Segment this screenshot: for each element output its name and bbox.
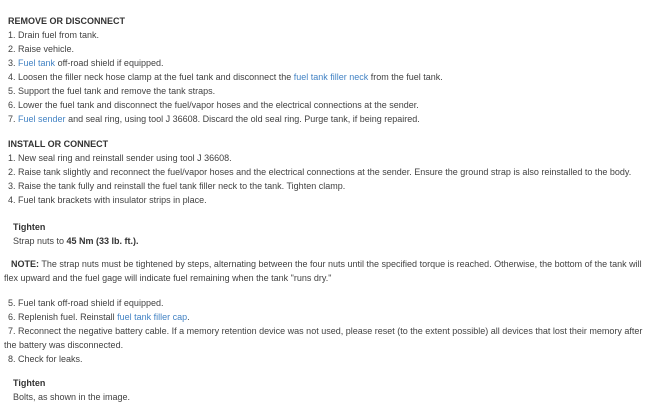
fuel-tank-link[interactable]: Fuel tank — [18, 58, 56, 68]
item-number: 4. — [8, 195, 16, 205]
tighten-label: Tighten — [13, 378, 46, 388]
item-number: 5. — [8, 298, 16, 308]
item-text: Fuel tank brackets with insulator strips in place. — [18, 195, 207, 205]
note-paragraph — [4, 257, 646, 285]
item-text: Drain fuel from tank. — [18, 30, 100, 40]
list-item — [4, 193, 646, 207]
tighten-straps-block — [13, 220, 646, 248]
item-text: New seal ring and reinstall sender using tool J 36608. — [18, 153, 232, 163]
item-number: 2. — [8, 44, 16, 54]
item-text: Raise the tank fully and reinstall the fuel tank filler neck to the tank. Tighten clamp. — [18, 181, 346, 191]
item-number: 3. — [8, 181, 16, 191]
item-text: from the fuel tank. — [368, 72, 443, 82]
list-item — [4, 56, 646, 70]
list-item — [4, 70, 646, 84]
item-text: and seal ring, using tool J 36608. Discard the old seal ring. Purge tank, if being repaired. — [65, 114, 420, 124]
item-text: Check for leaks. — [18, 354, 83, 364]
item-text: Loosen the filler neck hose clamp at the fuel tank and disconnect the — [18, 72, 294, 82]
item-text: Fuel tank off-road shield if equipped. — [18, 298, 164, 308]
item-number: 6. — [8, 100, 16, 110]
fuel-tank-filler-cap-link[interactable]: fuel tank filler cap — [117, 312, 188, 322]
list-item — [4, 151, 646, 165]
item-text: Support the fuel tank and remove the tank straps. — [18, 86, 216, 96]
item-number: 1. — [8, 153, 16, 163]
item-text: Raise tank slightly and reconnect the fuel/vapor hoses and the electrical connections at the sender. Ensure the ground strap is also reinstalled to the body. — [18, 167, 632, 177]
tighten-spec-text: Strap nuts to — [13, 236, 67, 246]
list-item — [4, 310, 646, 324]
list-item — [4, 42, 646, 56]
install-steps-continued — [4, 296, 646, 366]
item-number: 1. — [8, 30, 16, 40]
item-number: 6. — [8, 312, 16, 322]
tighten-bolts-block — [13, 376, 646, 404]
item-text: Replenish fuel. Reinstall — [18, 312, 118, 322]
install-section-heading: INSTALL OR CONNECT — [8, 139, 109, 149]
tighten-spec — [13, 234, 646, 248]
tighten-label: Tighten — [13, 222, 46, 232]
item-number: 8. — [8, 354, 16, 364]
item-text: Raise vehicle. — [18, 44, 75, 54]
item-text: Lower the fuel tank and disconnect the fuel/vapor hoses and the electrical connections at the sender. — [18, 100, 419, 110]
item-number: 3. — [8, 58, 16, 68]
list-item — [4, 98, 646, 112]
item-text: . — [187, 312, 190, 322]
item-number: 4. — [8, 72, 16, 82]
item-number: 2. — [8, 167, 16, 177]
item-number: 7. — [8, 326, 16, 336]
fuel-tank-filler-neck-link[interactable]: fuel tank filler neck — [293, 72, 369, 82]
list-item — [4, 84, 646, 98]
fuel-sender-link[interactable]: Fuel sender — [18, 114, 66, 124]
remove-section-heading: REMOVE OR DISCONNECT — [8, 16, 126, 26]
list-item — [4, 179, 646, 193]
list-item — [4, 296, 646, 310]
list-item — [4, 352, 646, 366]
item-text: off-road shield if equipped. — [55, 58, 164, 68]
note-text: The strap nuts must be tightened by steps, alternating between the four nuts until the specified torque is reached. Otherwise, the bottom of the tank will flex upward and the fuel gage will indicate fuel remaining when the tank "runs dry." — [4, 259, 642, 283]
list-item — [4, 112, 646, 126]
list-item — [4, 28, 646, 42]
list-item — [4, 324, 646, 352]
note-label: NOTE: — [11, 259, 39, 269]
list-item — [4, 165, 646, 179]
torque-value: 45 Nm (33 lb. ft.). — [66, 236, 139, 246]
item-number: 7. — [8, 114, 16, 124]
item-text: Reconnect the negative battery cable. If a memory retention device was not used, please reset (to the extent possible) all devices that lost their memory after the battery was disconnected. — [4, 326, 643, 350]
item-number: 5. — [8, 86, 16, 96]
tighten-spec: Bolts, as shown in the image. — [13, 392, 131, 402]
